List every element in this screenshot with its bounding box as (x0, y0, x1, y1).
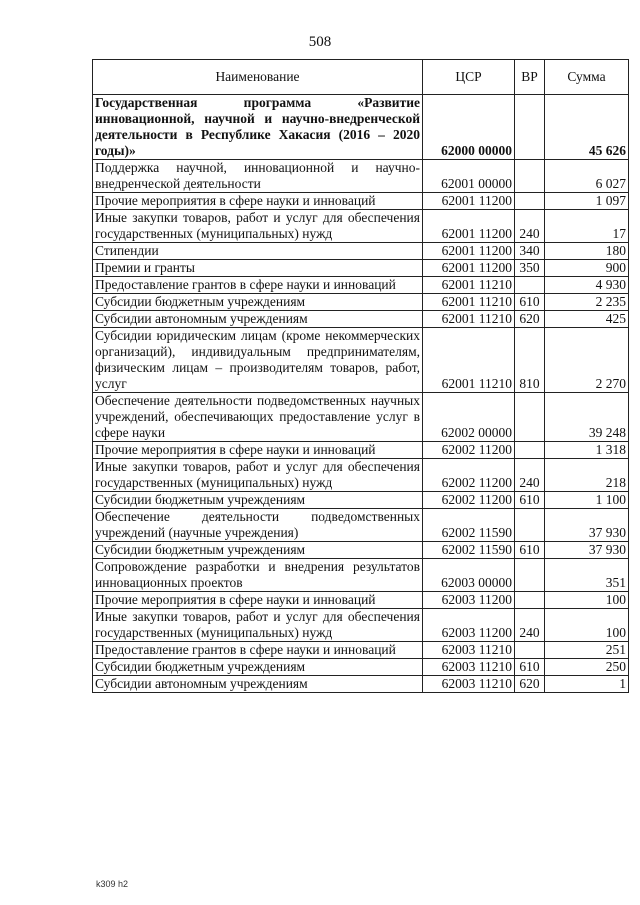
cell-vr: 620 (515, 676, 545, 693)
table-row (93, 328, 629, 393)
cell-vr: 240 (515, 210, 545, 243)
table-row (93, 676, 629, 693)
table-row (93, 243, 629, 260)
header-csr: ЦСР (423, 60, 515, 95)
table-row (93, 311, 629, 328)
cell-csr: 62001 11200 (423, 210, 515, 243)
cell-name: Субсидии бюджетным учреждениям (93, 659, 423, 676)
cell-vr (515, 559, 545, 592)
cell-vr (515, 160, 545, 193)
cell-name: Субсидии бюджетным учреждениям (93, 294, 423, 311)
cell-sum: 37 930 (545, 509, 629, 542)
table-row (93, 492, 629, 509)
cell-vr (515, 642, 545, 659)
table-row (93, 160, 629, 193)
cell-sum: 251 (545, 642, 629, 659)
cell-sum: 425 (545, 311, 629, 328)
cell-name: Субсидии автономным учреждениям (93, 676, 423, 693)
table-row (93, 559, 629, 592)
page-number: 508 (308, 34, 332, 50)
cell-name: Сопровождение разработки и внедрения результатов инновационных проектов (93, 559, 423, 592)
table-row (93, 277, 629, 294)
cell-sum: 100 (545, 609, 629, 642)
cell-vr: 810 (515, 328, 545, 393)
cell-sum: 45 626 (545, 95, 629, 160)
cell-sum: 900 (545, 260, 629, 277)
table-row (93, 609, 629, 642)
cell-sum: 250 (545, 659, 629, 676)
table-body (93, 95, 629, 693)
table-row (93, 659, 629, 676)
cell-name: Прочие мероприятия в сфере науки и инноваций (93, 193, 423, 210)
cell-sum: 351 (545, 559, 629, 592)
cell-sum: 37 930 (545, 542, 629, 559)
cell-csr: 62000 00000 (423, 95, 515, 160)
header-name: Наименование (93, 60, 423, 95)
cell-sum: 180 (545, 243, 629, 260)
cell-sum: 100 (545, 592, 629, 609)
cell-name: Обеспечение деятельности подведомственных научных учреждений, обеспечивающих предоставление услуг в сфере науки (93, 393, 423, 442)
cell-csr: 62001 11200 (423, 193, 515, 210)
cell-name: Поддержка научной, инновационной и научно-внедренческой деятельности (93, 160, 423, 193)
table-row (93, 210, 629, 243)
cell-vr (515, 95, 545, 160)
cell-name: Прочие мероприятия в сфере науки и инноваций (93, 442, 423, 459)
cell-name: Предоставление грантов в сфере науки и инноваций (93, 642, 423, 659)
cell-vr (515, 509, 545, 542)
cell-csr: 62003 11210 (423, 659, 515, 676)
table-row (93, 592, 629, 609)
footer-code: k309 h2 (96, 879, 129, 889)
cell-name: Субсидии юридическим лицам (кроме некоммерческих организаций), индивидуальным предпринимателям, физическим лицам – производителям товаров, работ, услуг (93, 328, 423, 393)
table-row (93, 642, 629, 659)
cell-sum: 39 248 (545, 393, 629, 442)
cell-vr: 240 (515, 459, 545, 492)
table-row (93, 260, 629, 277)
header-vr: ВР (515, 60, 545, 95)
cell-vr (515, 393, 545, 442)
cell-vr: 240 (515, 609, 545, 642)
cell-sum: 6 027 (545, 160, 629, 193)
cell-name: Субсидии бюджетным учреждениям (93, 492, 423, 509)
cell-vr: 610 (515, 542, 545, 559)
cell-name: Предоставление грантов в сфере науки и инноваций (93, 277, 423, 294)
cell-csr: 62002 11200 (423, 459, 515, 492)
cell-csr: 62003 11200 (423, 609, 515, 642)
budget-table (92, 59, 629, 693)
cell-csr: 62001 00000 (423, 160, 515, 193)
cell-csr: 62003 11200 (423, 592, 515, 609)
cell-sum: 2 270 (545, 328, 629, 393)
cell-csr: 62003 11210 (423, 642, 515, 659)
cell-csr: 62003 00000 (423, 559, 515, 592)
cell-csr: 62001 11210 (423, 277, 515, 294)
cell-csr: 62001 11200 (423, 243, 515, 260)
table-row (93, 294, 629, 311)
cell-csr: 62001 11210 (423, 294, 515, 311)
cell-name: Прочие мероприятия в сфере науки и инноваций (93, 592, 423, 609)
cell-csr: 62003 11210 (423, 676, 515, 693)
cell-sum: 17 (545, 210, 629, 243)
table-row (93, 95, 629, 160)
cell-vr: 350 (515, 260, 545, 277)
cell-csr: 62002 11590 (423, 542, 515, 559)
table-row (93, 459, 629, 492)
cell-name: Иные закупки товаров, работ и услуг для обеспечения государственных (муниципальных) нужд (93, 609, 423, 642)
cell-csr: 62001 11210 (423, 311, 515, 328)
cell-vr (515, 442, 545, 459)
cell-name: Иные закупки товаров, работ и услуг для обеспечения государственных (муниципальных) нужд (93, 459, 423, 492)
cell-csr: 62002 11200 (423, 492, 515, 509)
cell-sum: 1 100 (545, 492, 629, 509)
table-row (93, 393, 629, 442)
cell-sum: 1 (545, 676, 629, 693)
cell-vr: 340 (515, 243, 545, 260)
cell-sum: 1 097 (545, 193, 629, 210)
cell-csr: 62001 11210 (423, 328, 515, 393)
cell-name: Стипендии (93, 243, 423, 260)
cell-name: Премии и гранты (93, 260, 423, 277)
table-row (93, 442, 629, 459)
cell-vr: 610 (515, 294, 545, 311)
table-header-row (93, 60, 629, 95)
table-row (93, 193, 629, 210)
cell-vr (515, 193, 545, 210)
cell-name: Иные закупки товаров, работ и услуг для обеспечения государственных (муниципальных) нужд (93, 210, 423, 243)
cell-sum: 2 235 (545, 294, 629, 311)
cell-name: Субсидии бюджетным учреждениям (93, 542, 423, 559)
cell-vr: 610 (515, 492, 545, 509)
cell-vr (515, 277, 545, 294)
cell-vr (515, 592, 545, 609)
cell-sum: 1 318 (545, 442, 629, 459)
cell-vr: 610 (515, 659, 545, 676)
cell-name: Обеспечение деятельности подведомственных учреждений (научные учреждения) (93, 509, 423, 542)
table-row (93, 509, 629, 542)
cell-sum: 4 930 (545, 277, 629, 294)
cell-name: Субсидии автономным учреждениям (93, 311, 423, 328)
cell-csr: 62002 11200 (423, 442, 515, 459)
cell-name: Государственная программа «Развитие инновационной, научной и научно-внедренческой деятельности в Республике Хакасия (2016 – 2020 годы)» (93, 95, 423, 160)
cell-sum: 218 (545, 459, 629, 492)
cell-csr: 62001 11200 (423, 260, 515, 277)
header-sum: Сумма (545, 60, 629, 95)
cell-csr: 62002 11590 (423, 509, 515, 542)
table-row (93, 542, 629, 559)
cell-csr: 62002 00000 (423, 393, 515, 442)
cell-vr: 620 (515, 311, 545, 328)
